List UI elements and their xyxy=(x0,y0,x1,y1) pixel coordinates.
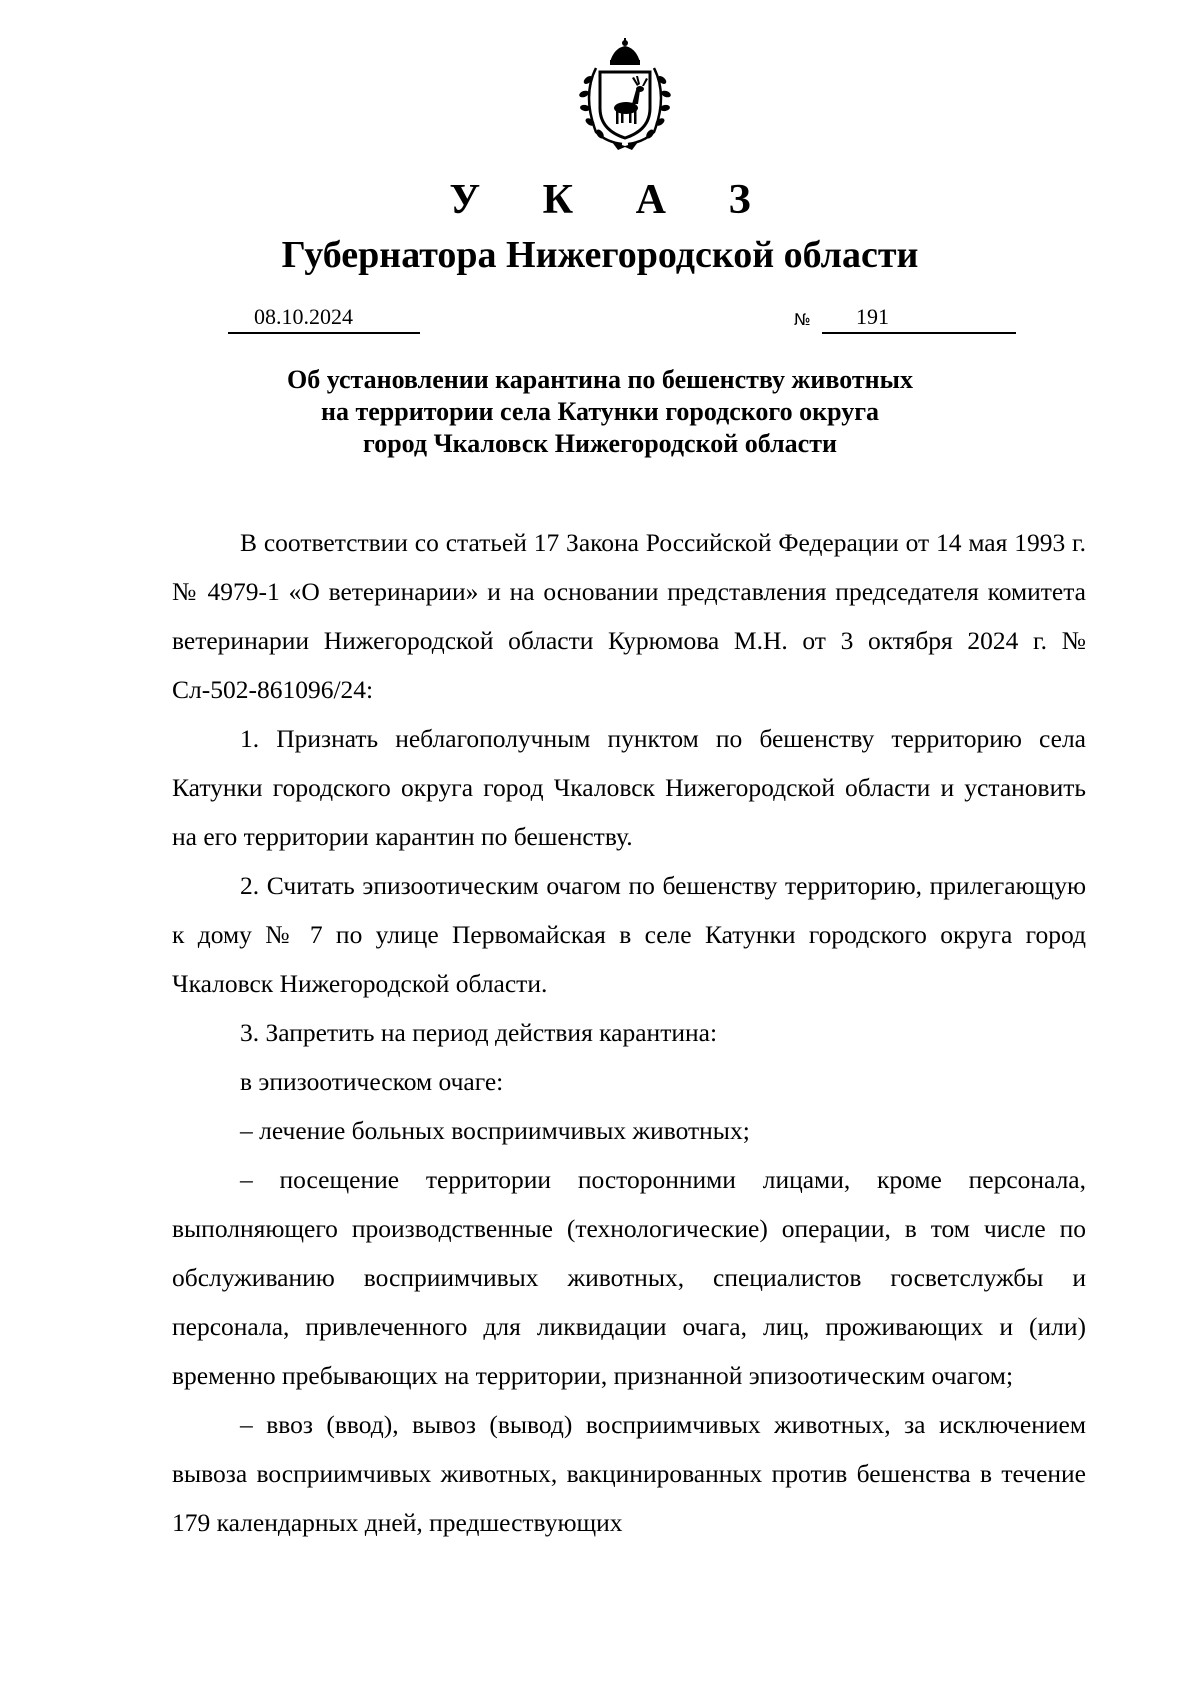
body-paragraph-item-3: 3. Запретить на период действия карантина: xyxy=(240,1018,718,1047)
subject-line: город Чкаловск Нижегородской области xyxy=(363,429,837,458)
document-date xyxy=(228,302,420,334)
document-number-value: 191 xyxy=(856,304,889,329)
body-paragraph-item-1: 1. Признать неблагополучным пунктом по бешенству территорию села Катунки городского округа город Чкаловск Нижегородской области и установить на его территории карантин по бешенству. xyxy=(172,724,1086,851)
subject-line: Об установлении карантина по бешенству животных xyxy=(287,365,913,394)
document-type-title: У К А З xyxy=(449,177,777,223)
body-paragraph-subheading: в эпизоотическом очаге: xyxy=(240,1067,504,1096)
body-list-item: – посещение территории посторонними лицами, кроме персонала, выполняющего производственные (технологические) операции, в том числе по обслуживанию восприимчивых животных, специалистов госветслужбы и персонала, привлеченного для ликвидации очага, лиц, проживающих и (или) временно пребывающих на территории, признанной эпизоотическим очагом; xyxy=(172,1165,1086,1390)
issuing-authority: Губернатора Нижегородской области xyxy=(281,234,919,276)
body-paragraph-item-2: 2. Считать эпизоотическим очагом по бешенству территорию, прилегающую к дому № 7 по улице Первомайская в селе Катунки городского округа город Чкаловск Нижегородской области. xyxy=(172,871,1086,998)
body-list-item: – ввоз (ввод), вывоз (вывод) восприимчивых животных, за исключением вывоза восприимчивых животных, вакцинированных против бешенства в течение 179 календарных дней, предшествующих xyxy=(172,1410,1086,1537)
document-number-label: № xyxy=(794,310,811,329)
subject-line: на территории села Катунки городского округа xyxy=(321,397,879,426)
document-body xyxy=(172,518,1086,1547)
nizhny-novgorod-coat-of-arms-icon xyxy=(566,38,684,150)
document-date-value: 08.10.2024 xyxy=(254,304,353,329)
body-paragraph-preamble: В соответствии со статьей 17 Закона Российской Федерации от 14 мая 1993 г. № 4979-1 «О ветеринарии» и на основании представления председателя комитета ветеринарии Нижегородской области Курюмова М.Н. от 3 октября 2024 г. № Сл-502-861096/24: xyxy=(172,528,1086,704)
document-number xyxy=(822,302,1016,334)
document-subject xyxy=(0,364,1200,460)
body-list-item: – лечение больных восприимчивых животных; xyxy=(240,1116,750,1145)
